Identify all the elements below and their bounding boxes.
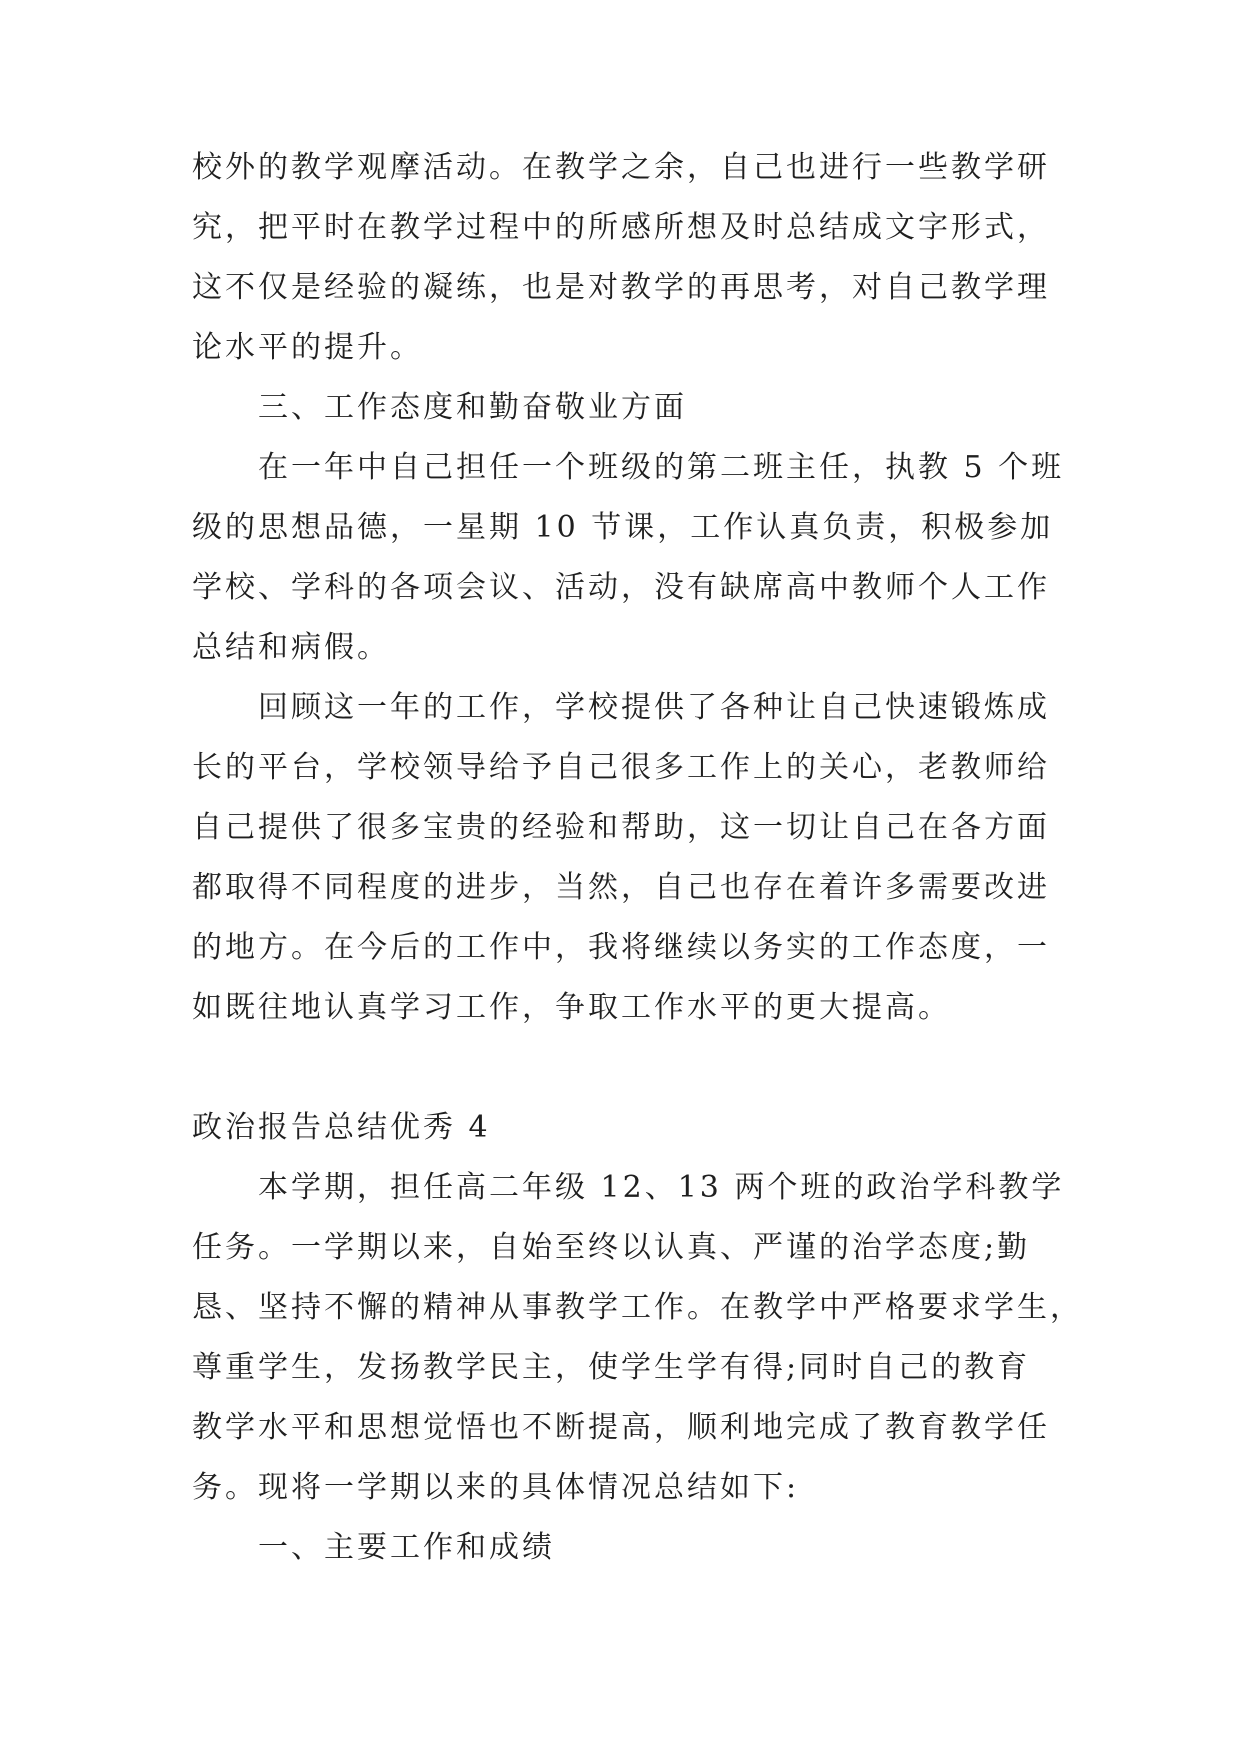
text-line: 级的思想品德，一星期 10 节课，工作认真负责，积极参加: [192, 510, 1054, 545]
text-line: 务。现将一学期以来的具体情况总结如下:: [192, 1470, 800, 1505]
document-title: 政治报告总结优秀 4: [192, 1110, 491, 1145]
text-line: 本学期，担任高二年级 12、13 两个班的政治学科教学: [258, 1170, 1065, 1205]
text-line: 在一年中自己担任一个班级的第二班主任，执教 5 个班: [258, 450, 1065, 485]
text-line: 的地方。在今后的工作中，我将继续以务实的工作态度，一: [192, 930, 1050, 965]
text-line: 长的平台，学校领导给予自己很多工作上的关心，老教师给: [192, 750, 1050, 785]
section-heading: 一、主要工作和成绩: [258, 1530, 555, 1565]
section-heading: 三、工作态度和勤奋敬业方面: [258, 390, 687, 425]
text-line: 这不仅是经验的凝练，也是对教学的再思考，对自己教学理: [192, 270, 1050, 305]
text-line: 回顾这一年的工作，学校提供了各种让自己快速锻炼成: [258, 690, 1050, 725]
text-line: 究，把平时在教学过程中的所感所想及时总结成文字形式，: [192, 210, 1050, 245]
text-line: 自己提供了很多宝贵的经验和帮助，这一切让自己在各方面: [192, 810, 1050, 845]
text-line: 论水平的提升。: [192, 330, 423, 365]
text-line: 尊重学生，发扬教学民主，使学生学有得;同时自己的教育: [192, 1350, 1031, 1385]
text-line: 恳、坚持不懈的精神从事教学工作。在教学中严格要求学生，: [192, 1290, 1083, 1325]
text-line: 学校、学科的各项会议、活动，没有缺席高中教师个人工作: [192, 570, 1050, 605]
text-line: 总结和病假。: [192, 630, 390, 665]
text-line: 如既往地认真学习工作，争取工作水平的更大提高。: [192, 990, 951, 1025]
text-line: 任务。一学期以来，自始至终以认真、严谨的治学态度;勤: [192, 1230, 1031, 1265]
text-line: 教学水平和思想觉悟也不断提高，顺利地完成了教育教学任: [192, 1410, 1050, 1445]
text-line: 校外的教学观摩活动。在教学之余，自己也进行一些教学研: [192, 150, 1050, 185]
text-line: 都取得不同程度的进步，当然，自己也存在着许多需要改进: [192, 870, 1050, 905]
